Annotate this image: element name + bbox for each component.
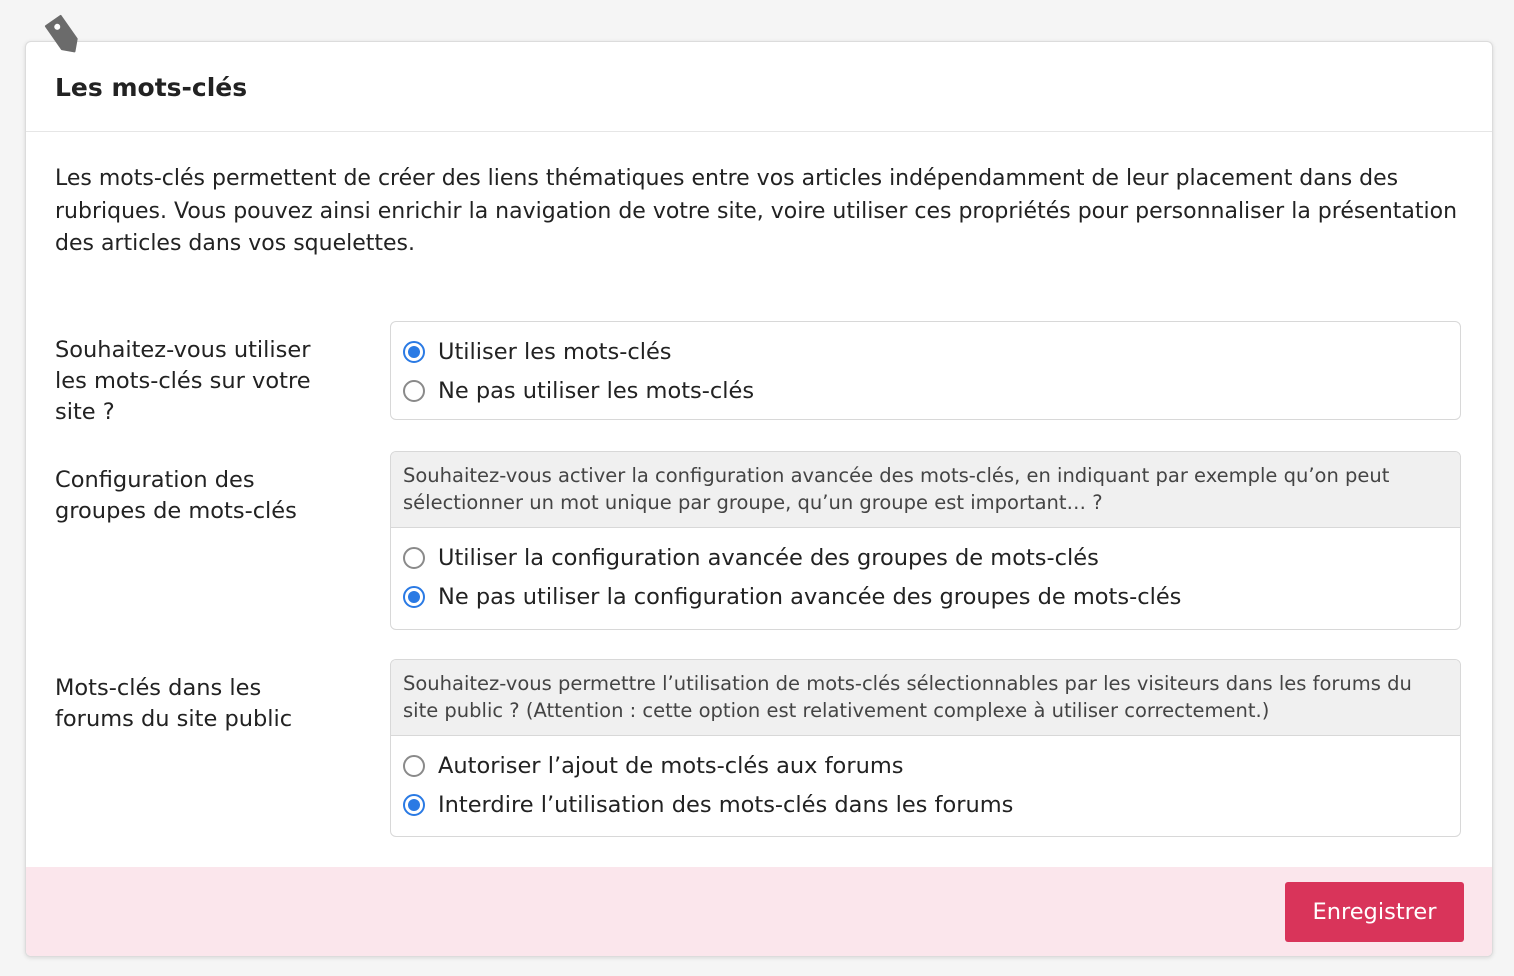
use-keywords-label: Souhaitez-vous utiliser les mots-clés sur votre site ? — [55, 337, 311, 425]
forum-keywords-radiogroup — [390, 659, 1461, 837]
card-header — [26, 42, 1492, 132]
radio-use-keywords[interactable] — [403, 332, 1448, 372]
radio-no-advanced-config[interactable] — [403, 578, 1448, 618]
intro-text: Les mots-clés permettent de créer des liens thématiques entre vos articles indépendamment de leur placement dans des rubriques. Vous pouvez ainsi enrichir la navigation de votre site, voire utiliser ces propriétés pour personnaliser la présentation des articles dans vos squelettes. — [55, 166, 1458, 256]
radio-label: Ne pas utiliser les mots-clés — [438, 378, 755, 405]
radio-use-advanced-config[interactable] — [403, 538, 1448, 578]
radio-checked-icon[interactable] — [403, 794, 425, 816]
tag-icon — [40, 10, 86, 60]
radio-label: Utiliser les mots-clés — [438, 338, 672, 365]
radio-no-keywords[interactable] — [403, 372, 1448, 412]
radio-forbid-forum-keywords[interactable] — [403, 786, 1448, 826]
radio-checked-icon[interactable] — [403, 586, 425, 608]
save-button[interactable]: Enregistrer — [1285, 882, 1464, 942]
radio-unchecked-icon[interactable] — [403, 380, 425, 402]
advanced-config-label: Configuration des groupes de mots-clés — [55, 467, 297, 524]
radio-unchecked-icon[interactable] — [403, 755, 425, 777]
advanced-config-radiogroup — [390, 451, 1461, 630]
radio-checked-icon[interactable] — [403, 341, 425, 363]
advanced-config-explanation: Souhaitez-vous activer la configuration avancée des mots-clés, en indiquant par exemple qu’on peut sélectionner un mot unique par groupe, qu’un groupe est important… ? — [391, 452, 1460, 528]
radio-label: Ne pas utiliser la configuration avancée des groupes de mots-clés — [438, 584, 1182, 611]
radio-label: Utiliser la configuration avancée des groupes de mots-clés — [438, 544, 1099, 571]
page-title: Les mots-clés — [55, 73, 248, 102]
radio-label: Autoriser l’ajout de mots-clés aux forums — [438, 752, 904, 779]
radio-allow-forum-keywords[interactable] — [403, 746, 1448, 786]
use-keywords-radiogroup — [390, 321, 1461, 420]
form-footer — [26, 867, 1492, 956]
radio-unchecked-icon[interactable] — [403, 547, 425, 569]
forum-keywords-explanation: Souhaitez-vous permettre l’utilisation de mots-clés sélectionnables par les visiteurs dans les forums du site public ? (Attention : cette option est relativement complexe à utiliser correctement.) — [391, 660, 1460, 736]
forum-keywords-label: Mots-clés dans les forums du site public — [55, 675, 293, 732]
radio-label: Interdire l’utilisation des mots-clés dans les forums — [438, 792, 1014, 819]
keywords-config-card — [25, 41, 1493, 957]
